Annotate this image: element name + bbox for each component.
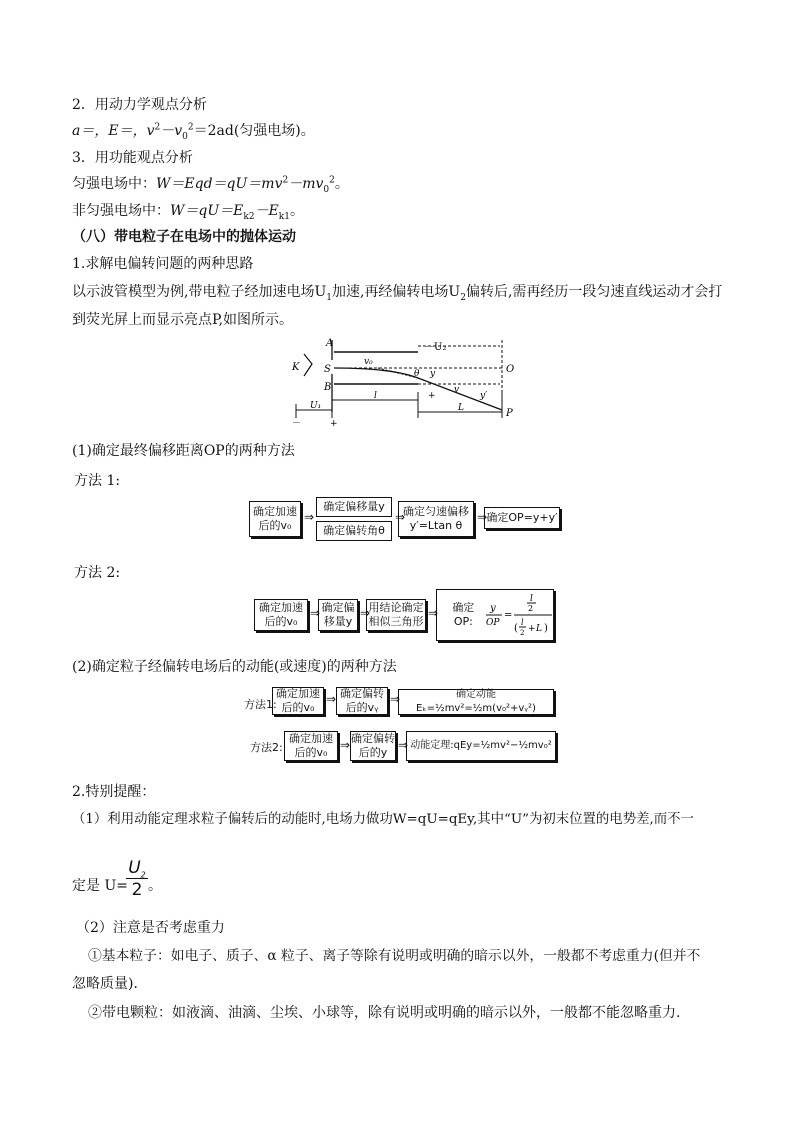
m1-box-2a: 确定偏移量y	[316, 497, 392, 517]
eq-a: a＝	[72, 123, 95, 139]
m1-arrow-3: ⇒	[477, 510, 488, 524]
uniform-field-line: 匀强电场中：$W=Eqd=qU=mv^2-mv_0^2$。	[72, 175, 349, 195]
eq-d: ＝2ad(匀强电场)。	[193, 123, 315, 139]
tip-2-2: ②带电颗粒：如液滴、油滴、尘埃、小球等，除有说明或明确的暗示以外，一般都不能忽略重力.	[88, 1005, 681, 1021]
question-1: (1)确定最终偏移距离OP的两种方法	[72, 443, 295, 459]
uniform-prefix: 匀强电场中：	[72, 176, 156, 192]
m3-arrow-1: ⇒	[326, 692, 337, 706]
tip-1-line-2	[72, 876, 128, 896]
part1-text-2: 到荧光屏上而显示亮点P,如图所示。	[72, 312, 294, 328]
p1-text-b: 加速,再经偏转电场U	[331, 284, 461, 300]
label-O: O	[506, 364, 515, 375]
part1-title: 1.求解电偏转问题的两种思路	[72, 256, 254, 272]
method-2-label: 方法 2:	[74, 565, 121, 581]
section-3-title: 3．用功能观点分析	[72, 150, 193, 166]
uniform-eq2: －mv	[288, 176, 324, 192]
uniform-end: 。	[334, 176, 349, 192]
m3-box-2: 确定偏转后的vᵧ	[336, 687, 388, 715]
label-y: y	[430, 369, 436, 379]
nonuniform-mid: －E	[254, 203, 279, 219]
label-B: B	[324, 382, 332, 393]
section-2-title: 2．用动力学观点分析	[72, 97, 207, 113]
tip-2-1-line-2: 忽略质量)．	[72, 976, 148, 992]
oscilloscope-diagram	[282, 332, 522, 428]
m2-arrow-2: ⇒	[360, 606, 371, 620]
tip-1-line-1: （1）利用动能定理求粒子偏转后的动能时,电场力做功W=qU=qEy,其中“U”为初末位置的电势差,而不一	[72, 812, 694, 827]
label-K: K	[292, 362, 300, 373]
tip-1-fraction: $U_2$ 2	[126, 858, 148, 901]
tip-2-1-line-1: ①基本粒子：如电子、质子、α 粒子、离子等除有说明或明确的暗示以外，一般都不考虑重力(但并不	[88, 948, 701, 964]
label-plus-2: +	[428, 391, 436, 401]
part1-text: 以示波管模型为例,带电粒子经加速电场$U_1$加速,再经偏转电场$U_2$偏转后,需再经历一段匀速直线运动才会打	[72, 284, 723, 303]
nonuniform-eq: W＝qU＝E	[170, 203, 244, 219]
label-U1: U₁	[310, 401, 322, 411]
m2-box-3: 用结论确定相似三角形	[366, 599, 426, 631]
m3-box-3: 确定动能Eₖ=½mv²=½m(v₀²+vᵧ²)	[398, 689, 554, 715]
m1-box-4: 确定OP=y+y′	[484, 507, 560, 529]
m3-arrow-2: ⇒	[390, 692, 401, 706]
cathode	[304, 354, 312, 376]
svg-text:l: l	[520, 618, 524, 627]
m2-box-1: 确定加速后的v₀	[254, 599, 308, 631]
label-S: S	[324, 364, 331, 375]
m4-arrow-1: ⇒	[340, 738, 351, 752]
uniform-eq: W＝Eqd＝qU＝mv	[156, 176, 283, 192]
label-minus: －	[292, 419, 302, 428]
fraction-denominator: 2	[131, 880, 143, 900]
label-l: l	[374, 391, 377, 401]
label-yp: y′	[480, 391, 488, 401]
question-2: (2)确定粒子经偏转电场后的动能(或速度)的两种方法	[72, 659, 397, 675]
tip-1-end: 。	[148, 878, 162, 894]
m3-box-1: 确定加速后的v₀	[272, 687, 324, 715]
label-v0: v₀	[364, 357, 373, 367]
label-L: L	[458, 403, 464, 413]
svg-text:l: l	[529, 594, 533, 604]
svg-text:y: y	[489, 603, 496, 614]
method-3-label: 方法1:	[244, 698, 277, 711]
svg-text:+: +	[527, 624, 536, 634]
m1-box-3: 确定匀速偏移 y′=Ltan θ	[398, 501, 474, 537]
m2-arrow-3: ⇒	[428, 606, 439, 620]
label-v: v	[454, 385, 460, 395]
p1-text-c: 偏转后,需再经历一段匀速直线运动才会打	[465, 284, 723, 300]
dynamics-equations: a＝，E＝，$v^2-v_0^2=2ad$(匀强电场)。	[72, 122, 315, 142]
tip-2: （2）注意是否考虑重力	[76, 920, 225, 936]
svg-text:): )	[543, 623, 548, 634]
m4-arrow-2: ⇒	[398, 738, 409, 752]
section-8-heading: （八）带电粒子在电场中的抛体运动	[72, 229, 296, 245]
nonuniform-field-line: 非匀强电场中：$W=qU=E_{k2}-E_{k1}$。	[72, 203, 304, 222]
method-1-label: 方法 1:	[74, 473, 121, 489]
label-P: P	[506, 408, 513, 419]
svg-text:(: (	[513, 623, 518, 634]
fraction-numerator: U	[128, 858, 141, 878]
tip-1-prefix: 定是 U=	[72, 878, 128, 894]
label-plus: +	[330, 419, 338, 428]
tip-title: 2.特别提醒：	[72, 784, 156, 800]
method-4-label: 方法2:	[250, 741, 283, 754]
nonuniform-end: 。	[289, 203, 304, 219]
label-theta: θ	[414, 369, 420, 379]
m2-box-2: 确定偏移量y	[318, 599, 358, 631]
m2-box-4-label: 确定OP:	[452, 601, 475, 628]
m1-arrow-1: ⇒	[304, 510, 315, 524]
svg-text:L: L	[535, 624, 542, 634]
m1-arrow-2: ⇒	[395, 510, 406, 524]
m2-arrow-1: ⇒	[310, 606, 321, 620]
nonuniform-prefix: 非匀强电场中：	[72, 203, 170, 219]
m4-box-1: 确定加速后的v₀	[284, 731, 338, 761]
m2-box-4	[436, 589, 554, 641]
m1-box-2b: 确定偏转角θ	[316, 521, 392, 541]
label-U2: －U₂	[424, 342, 447, 353]
m4-box-2: 确定偏转后的y	[351, 732, 395, 759]
m1-box-1: 确定加速后的v₀	[249, 501, 301, 537]
ratio-formula	[484, 591, 553, 639]
svg-text:2: 2	[519, 629, 525, 637]
label-A: A	[326, 338, 334, 349]
svg-text:OP: OP	[485, 618, 500, 628]
eq-c: －v	[160, 123, 183, 139]
p1-text-a: 以示波管模型为例,带电粒子经加速电场U	[72, 284, 327, 300]
svg-text:2: 2	[527, 604, 533, 613]
m4-box-3: 动能定理:qEy=½mv²−½mv₀²	[406, 731, 556, 761]
svg-text:=: =	[503, 610, 513, 621]
eq-b: ，E＝，v	[94, 123, 155, 139]
